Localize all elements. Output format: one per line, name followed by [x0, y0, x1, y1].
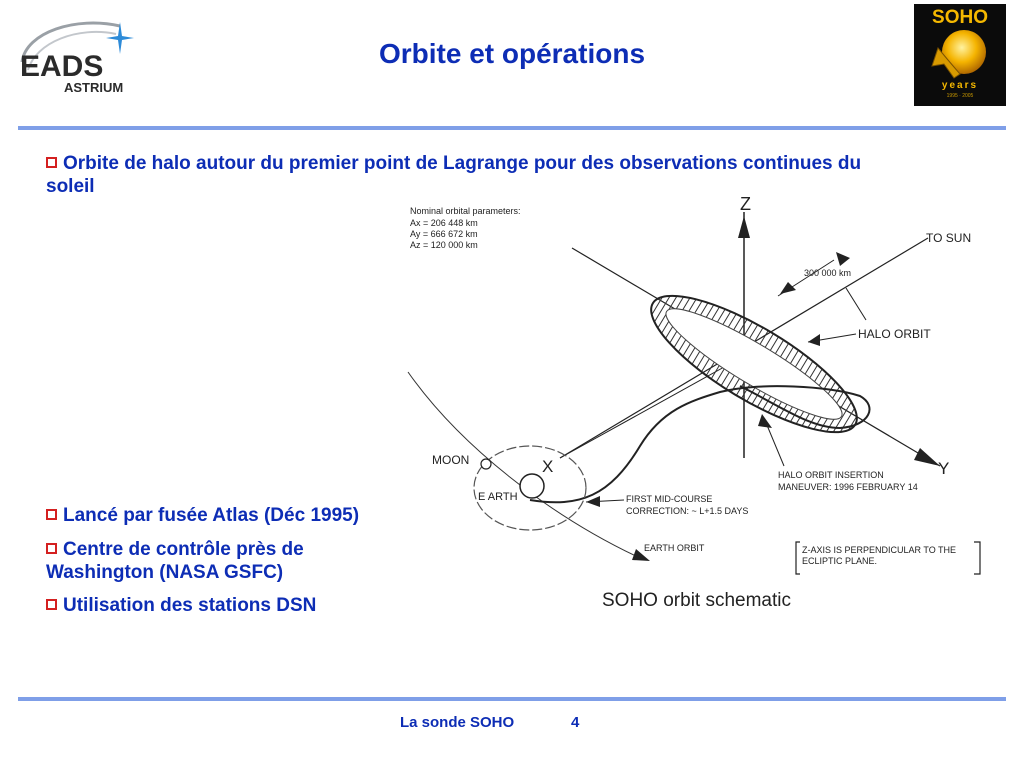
bullet-text: Centre de contrôle près de Washington (NASA GSFC)	[46, 539, 304, 583]
checkbox-bullet-icon	[46, 509, 57, 520]
insertion-label-2: MANEUVER: 1996 FEBRUARY 14	[778, 482, 918, 492]
earth-orbit-label: EARTH ORBIT	[644, 543, 705, 553]
diagram-caption: SOHO orbit schematic	[602, 590, 791, 611]
bullet-control-center	[46, 538, 406, 584]
midcourse-label-2: CORRECTION: ~ L+1.5 DAYS	[626, 506, 749, 516]
halo-orbit-inner	[656, 294, 851, 433]
z-axis-arrow-icon	[738, 216, 750, 238]
footer-label: La sonde SOHO	[400, 714, 515, 731]
x-axis-label: X	[542, 457, 554, 476]
moon-icon	[481, 459, 491, 469]
y-axis-label: Y	[938, 459, 950, 478]
checkbox-bullet-icon	[46, 157, 57, 168]
eads-wordmark: EADS	[20, 50, 104, 83]
bullet-text: Orbite de halo autour du premier point de Lagrange pour des observations continues du soleil	[46, 153, 862, 197]
soho-years-logo	[914, 4, 1006, 106]
bullet-text: Utilisation des stations DSN	[63, 595, 317, 616]
years-dates: 1995 · 2005	[946, 93, 974, 99]
years-wordmark: years	[941, 80, 979, 91]
y-axis-arrow-icon	[914, 448, 940, 466]
bullet-atlas-launch	[46, 504, 446, 527]
distance-label: 300 000 km	[804, 268, 852, 278]
note-line-1: Z-AXIS IS PERPENDICULAR TO THE	[802, 545, 957, 555]
insertion-arrow-icon	[758, 414, 772, 428]
insertion-label-1: HALO ORBIT INSERTION	[778, 470, 884, 480]
to-sun-label: TO SUN	[926, 231, 972, 245]
footer-divider	[18, 697, 1006, 701]
halo-orbit-label: HALO ORBIT	[858, 327, 931, 341]
page-title: Orbite et opérations	[378, 38, 646, 69]
earth-label: E ARTH	[478, 491, 518, 503]
distance-arrow-left-icon	[780, 282, 796, 294]
header-divider	[18, 126, 1006, 130]
param-az: Az = 120 000 km	[410, 240, 478, 250]
params-title: Nominal orbital parameters:	[410, 206, 521, 216]
z-axis-label: Z	[740, 196, 751, 214]
halo-label-arrow-icon	[808, 334, 820, 346]
moon-label: MOON	[432, 453, 470, 467]
bullet-dsn-stations	[46, 594, 446, 617]
distance-arrow-right-icon	[836, 252, 850, 266]
page-number: 4	[571, 714, 580, 731]
soho-orbit-schematic	[400, 196, 1010, 626]
note-line-2: ECLIPTIC PLANE.	[802, 556, 878, 566]
earth-icon	[520, 474, 544, 498]
checkbox-bullet-icon	[46, 543, 57, 554]
param-ay: Ay = 666 672 km	[410, 229, 478, 239]
checkbox-bullet-icon	[46, 599, 57, 610]
bullet-halo-orbit	[46, 152, 906, 198]
soho-wordmark: SOHO	[932, 7, 988, 28]
midcourse-label-1: FIRST MID-COURSE	[626, 494, 713, 504]
bullet-text: Lancé par fusée Atlas (Déc 1995)	[63, 505, 360, 526]
astrium-wordmark: ASTRIUM	[64, 80, 124, 95]
param-ax: Ax = 206 448 km	[410, 218, 478, 228]
